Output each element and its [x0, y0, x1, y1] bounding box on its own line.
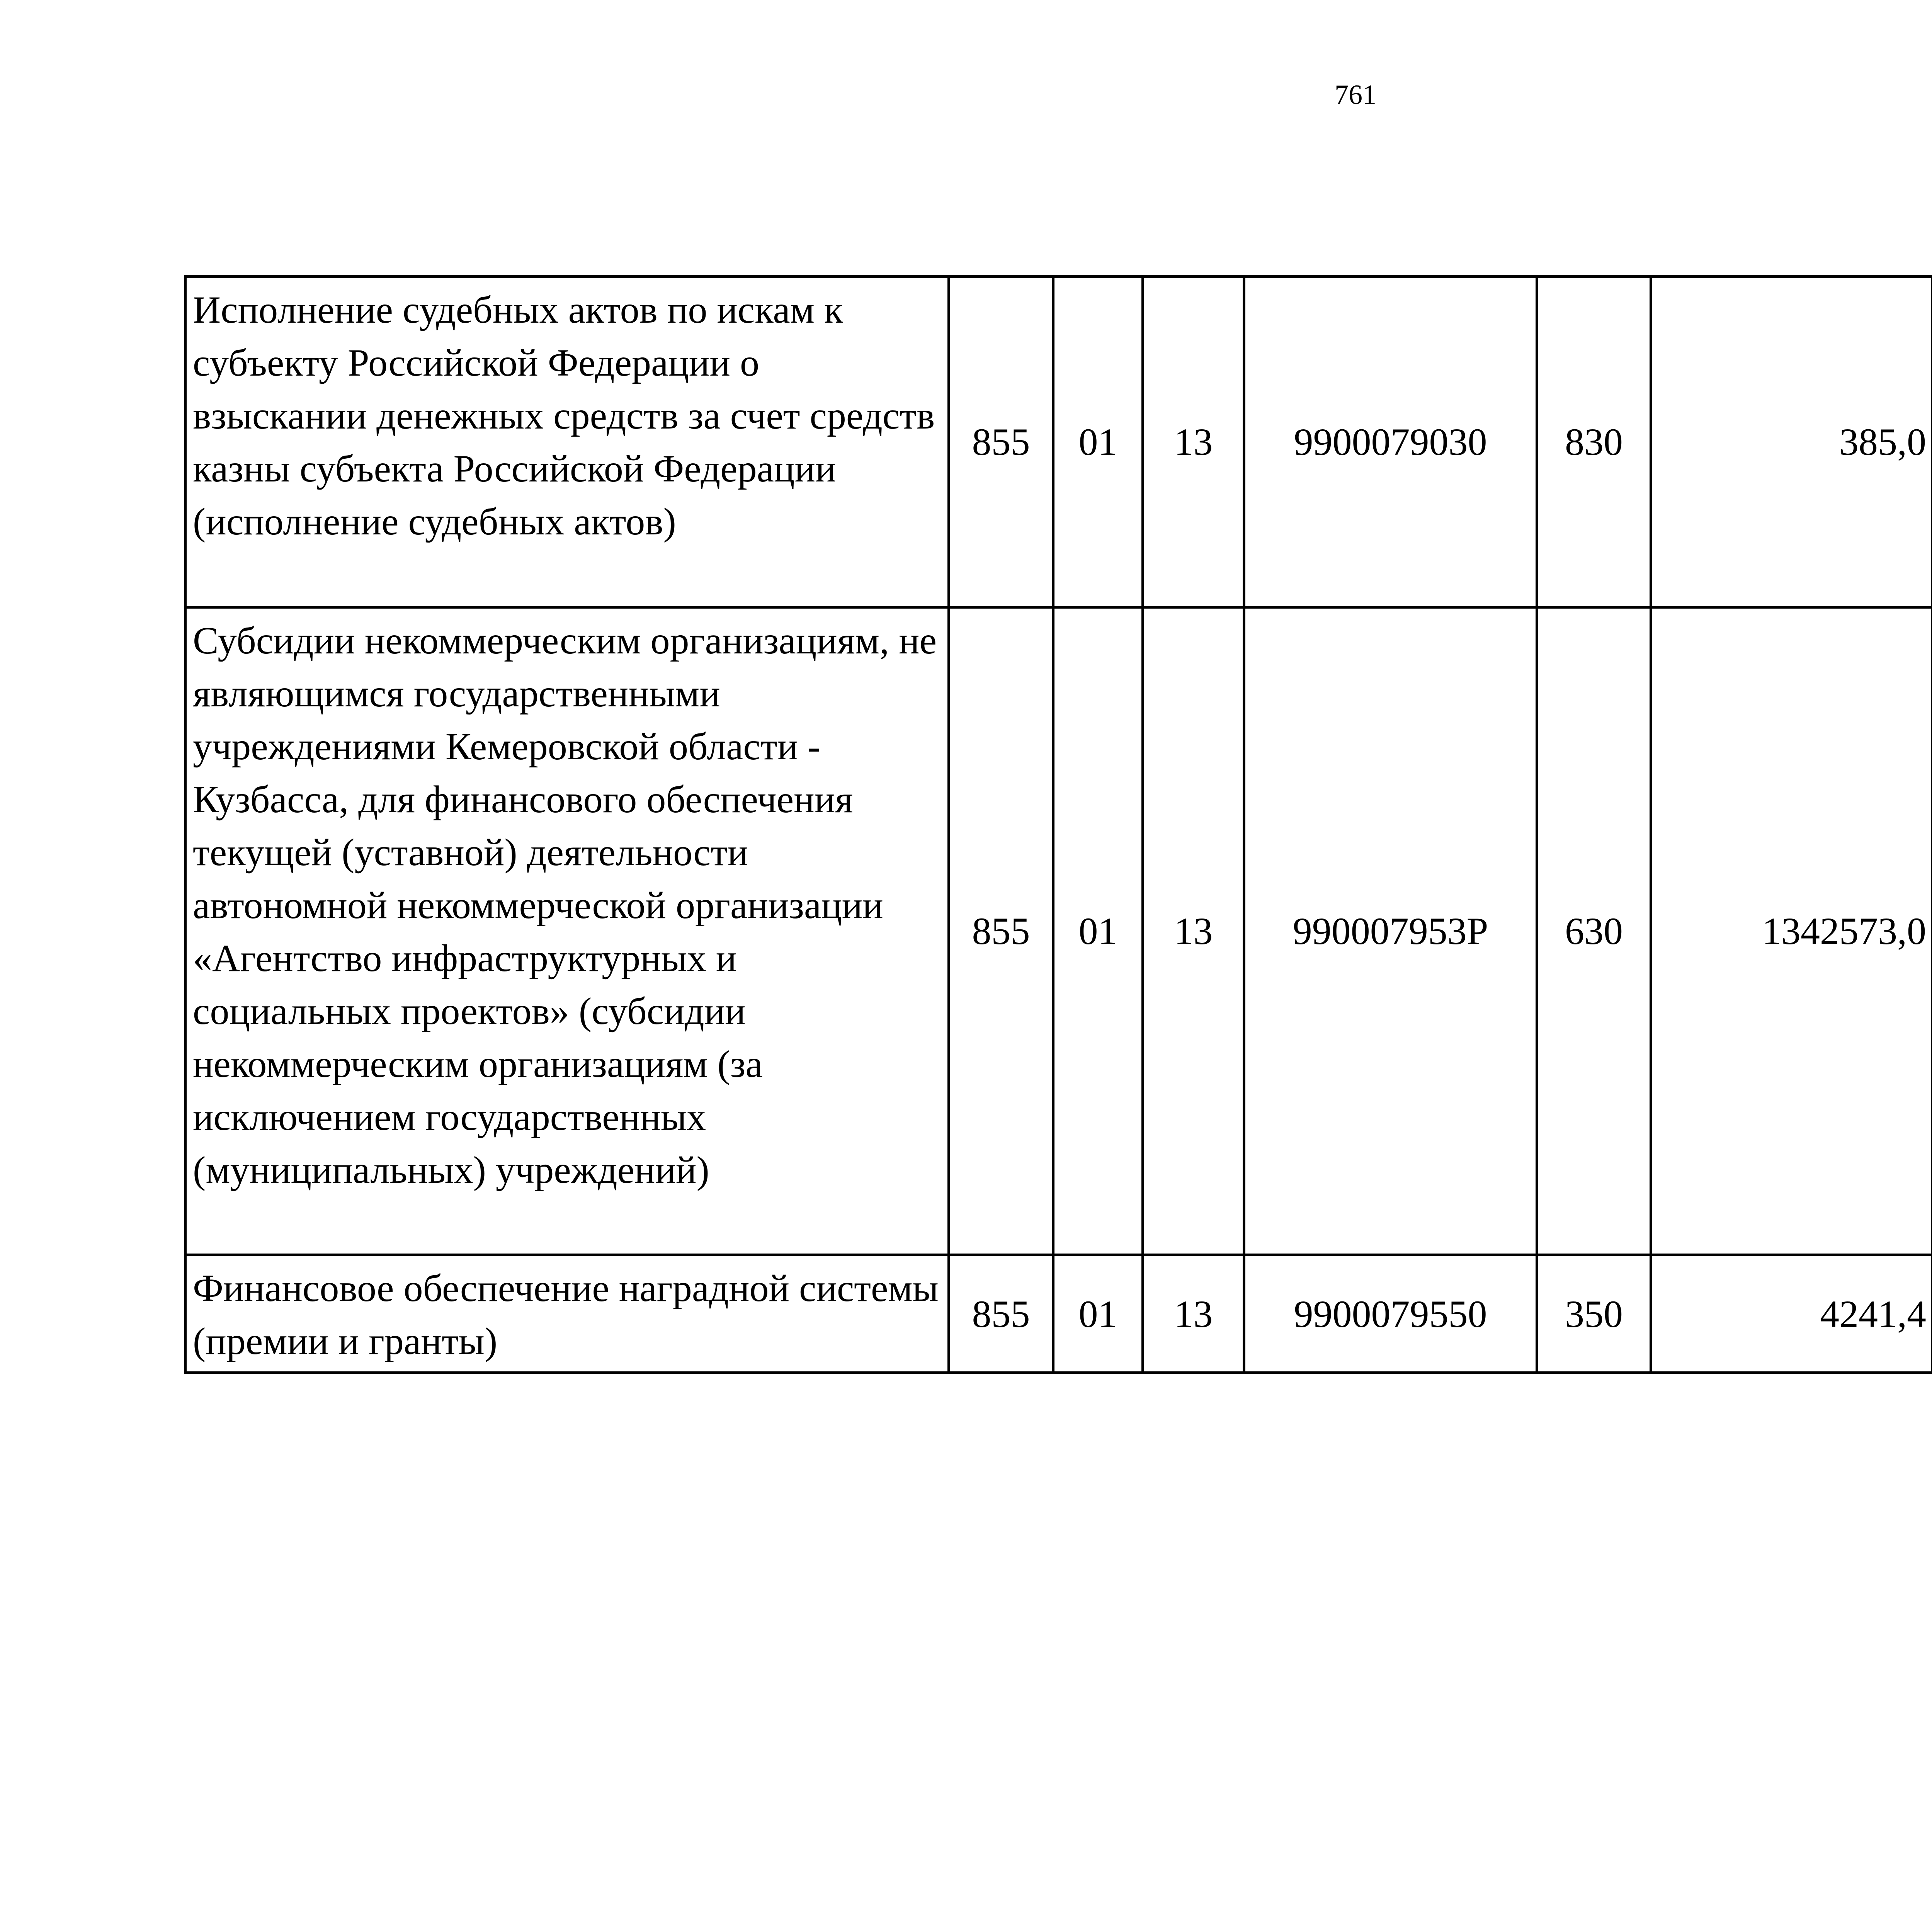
section-code: 01: [1053, 1255, 1143, 1373]
expense-type-code: 830: [1537, 277, 1651, 607]
amount-year-1: 385,0: [1651, 277, 1932, 607]
table-row: [185, 607, 1932, 1255]
target-article-code: 9900079030: [1244, 277, 1537, 607]
table-row: [185, 1255, 1932, 1373]
amount-year-1: 1342573,0: [1651, 607, 1932, 1255]
subsection-code: 13: [1143, 277, 1244, 607]
expense-description: Финансовое обеспечение наградной системы (премии и гранты): [185, 1255, 949, 1373]
table-row: [185, 277, 1932, 607]
budget-table: [184, 275, 1932, 1374]
ministry-code: 855: [949, 607, 1053, 1255]
page-number: 761: [1335, 79, 1376, 110]
expense-description: Субсидии некоммерческим организациям, не являющимся государственными учреждениями Кемеровской области - Кузбасса, для финансового обеспечения текущей (уставной) деятельности автономной некоммерческой организации «Агентство инфраструктурных и социальных проектов» (субсидии некоммерческим организациям (за исключением государственных (муниципальных) учреждений): [185, 607, 949, 1255]
subsection-code: 13: [1143, 607, 1244, 1255]
ministry-code: 855: [949, 1255, 1053, 1373]
expense-type-code: 350: [1537, 1255, 1651, 1373]
expense-description: Исполнение судебных актов по искам к субъекту Российской Федерации о взыскании денежных средств за счет средств казны субъекта Российской Федерации (исполнение судебных актов): [185, 277, 949, 607]
ministry-code: 855: [949, 277, 1053, 607]
target-article-code: 990007953Р: [1244, 607, 1537, 1255]
subsection-code: 13: [1143, 1255, 1244, 1373]
section-code: 01: [1053, 607, 1143, 1255]
target-article-code: 9900079550: [1244, 1255, 1537, 1373]
amount-year-1: 4241,4: [1651, 1255, 1932, 1373]
expense-type-code: 630: [1537, 607, 1651, 1255]
section-code: 01: [1053, 277, 1143, 607]
